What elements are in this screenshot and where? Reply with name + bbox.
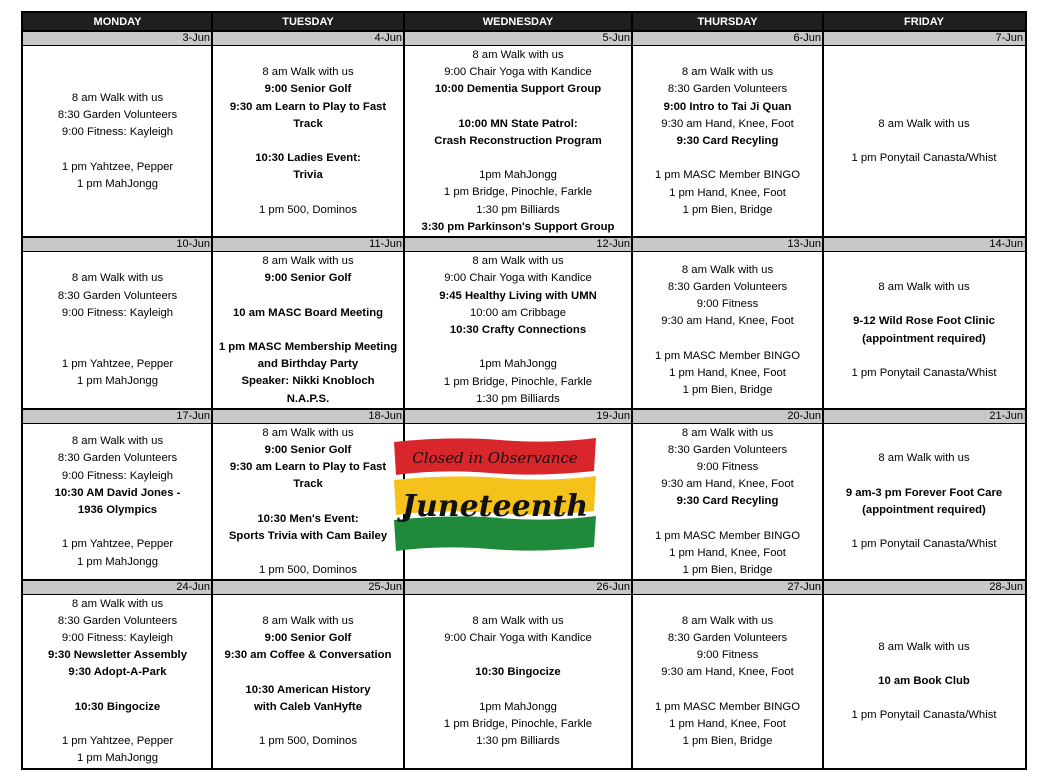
event-item: 1 pm Bridge, Pinochle, Farkle (443, 717, 593, 730)
event-item: 9:00 Senior Golf (264, 272, 352, 285)
event-item: 8:30 Garden Volunteers (667, 280, 788, 293)
event-item: 9:00 Fitness: Kayleigh (61, 126, 174, 139)
column-divider (631, 13, 633, 768)
event-item: 1 pm Hand, Knee, Foot (669, 547, 786, 559)
event-item: 1 pm Bien, Bridge (682, 735, 773, 748)
date-label: 25-Jun (368, 581, 402, 593)
day-cell (632, 595, 823, 768)
date-label: 11-Jun (369, 238, 402, 250)
day-cell (823, 424, 1025, 580)
event-item: 9:30 am Hand, Knee, Foot (661, 666, 794, 679)
june-calendar (21, 11, 1027, 770)
day-cell (23, 595, 212, 768)
event-item: 1 pm MASC Membership Meeting (218, 341, 398, 354)
date-label: 7-Jun (995, 32, 1023, 44)
event-item: (appointment required) (862, 332, 986, 345)
day-cell (632, 252, 823, 409)
event-item: 10 am Book Club (878, 674, 970, 687)
event-item: 1 pm Yahtzee, Pepper (61, 358, 174, 371)
event-item: 9:00 Senior Golf (264, 443, 352, 456)
event-item: 8 am Walk with us (71, 91, 164, 104)
day-header-friday: FRIDAY (823, 13, 1025, 31)
event-item: 1 pm Yahtzee, Pepper (61, 538, 174, 551)
date-label: 4-Jun (374, 32, 402, 44)
day-cell (212, 46, 404, 237)
event-item: 9:00 Fitness: Kayleigh (61, 631, 174, 644)
event-item: 8 am Walk with us (472, 614, 564, 627)
event-item: 10:30 Bingocize (74, 700, 161, 713)
event-item: 8 am Walk with us (71, 272, 164, 285)
event-item: 1 pm Hand, Knee, Foot (669, 186, 786, 199)
event-item: 10:30 Men's Event: (257, 512, 359, 525)
event-item: 10:30 Bingocize (475, 666, 561, 679)
day-cell (23, 252, 212, 409)
event-item: 9:00 Fitness (696, 298, 759, 311)
event-item: 8 am Walk with us (262, 614, 354, 627)
event-item: 9:30 am Learn to Play to Fast (229, 100, 387, 113)
event-item: 9:00 Fitness: Kayleigh (61, 469, 174, 482)
event-item: 9 am-3 pm Forever Foot Care (845, 486, 1003, 499)
date-label: 12-Jun (596, 238, 630, 250)
event-item: 9:30 am Learn to Play to Fast (229, 461, 387, 473)
event-item: 1 pm Hand, Knee, Foot (669, 366, 786, 379)
day-cell (212, 252, 404, 409)
event-item: 1:30 pm Billiards (476, 735, 560, 748)
event-item: 8:30 Garden Volunteers (667, 83, 788, 96)
event-item: 1 pm Yahtzee, Pepper (61, 160, 174, 173)
event-item: 9:00 Chair Yoga with Kandice (444, 631, 592, 644)
date-label: 27-Jun (787, 581, 821, 593)
day-cell (23, 46, 212, 237)
event-item: 1 pm MahJongg (76, 555, 158, 568)
event-item: N.A.P.S. (286, 392, 330, 405)
event-item: 8 am Walk with us (262, 66, 354, 79)
event-item: 1pm MahJongg (479, 169, 557, 182)
event-item: 1 pm Yahtzee, Pepper (61, 735, 174, 748)
event-item: 8:30 Garden Volunteers (667, 631, 788, 644)
event-item: and Birthday Party (257, 358, 359, 371)
event-item: 9:30 am Hand, Knee, Foot (661, 478, 794, 491)
event-item: 9-12 Wild Rose Foot Clinic (853, 315, 995, 328)
day-header-tuesday: TUESDAY (212, 13, 404, 31)
event-item: 10:00 MN State Patrol: (458, 117, 578, 130)
day-cell (23, 424, 212, 580)
event-item: Track (293, 478, 323, 491)
date-label: 18-Jun (368, 410, 402, 422)
event-item: 10:30 Ladies Event: (255, 152, 361, 165)
day-header-thursday: THURSDAY (632, 13, 823, 31)
event-item: 8 am Walk with us (262, 255, 354, 268)
date-label: 21-Jun (989, 410, 1023, 422)
day-cell (212, 424, 404, 580)
juneteenth-graphic (390, 430, 600, 555)
date-label: 28-Jun (989, 581, 1023, 593)
event-item: 9:30 Newsletter Assembly (48, 649, 187, 662)
column-divider (822, 13, 824, 768)
day-cell (404, 46, 632, 237)
juneteenth-script-text: Juneteenth (401, 489, 589, 524)
day-cell (632, 46, 823, 237)
event-item: 1 pm MahJongg (76, 375, 158, 388)
event-item: 1 pm Ponytail Canasta/Whist (851, 366, 997, 379)
event-item: 1 pm Bien, Bridge (682, 384, 773, 397)
event-item: 1 pm Bien, Bridge (682, 203, 773, 216)
event-item: 9:00 Fitness (696, 649, 759, 662)
event-item: 9:00 Intro to Tai Ji Quan (663, 100, 792, 113)
event-item: 1 pm Bridge, Pinochle, Farkle (443, 186, 593, 199)
event-item: 10:30 AM David Jones - (54, 486, 181, 499)
column-divider (403, 13, 405, 768)
date-label: 3-Jun (182, 32, 210, 44)
event-item: 1 pm MASC Member BINGO (654, 349, 800, 362)
day-cell (632, 424, 823, 580)
day-header-monday: MONDAY (23, 13, 212, 31)
event-item: 8 am Walk with us (681, 614, 774, 627)
event-item: with Caleb VanHyfte (254, 700, 362, 713)
event-item: 9:30 am Coffee & Conversation (224, 649, 392, 662)
day-cell (823, 252, 1025, 409)
event-item: 9:00 Senior Golf (264, 83, 352, 96)
event-item: (appointment required) (862, 504, 986, 516)
event-item: 1:30 pm Billiards (476, 203, 560, 216)
event-item: 9:30 am Hand, Knee, Foot (661, 315, 794, 328)
event-item: 9:00 Fitness (696, 461, 759, 473)
event-item: 8:30 Garden Volunteers (57, 614, 178, 627)
event-item: 9:30 Card Recyling (676, 495, 779, 508)
event-item: 8:30 Garden Volunteers (667, 443, 788, 456)
event-item: 8 am Walk with us (878, 117, 970, 130)
date-label: 26-Jun (596, 581, 630, 593)
event-item: 1 pm MahJongg (76, 752, 158, 765)
event-item: 8 am Walk with us (71, 597, 164, 610)
event-item: 1 pm 500, Dominos (259, 564, 357, 577)
event-item: 1 pm Bien, Bridge (682, 564, 773, 577)
date-label: 10-Jun (176, 238, 210, 250)
event-item: 8:30 Garden Volunteers (57, 452, 178, 465)
event-item: Crash Reconstruction Program (434, 134, 602, 147)
event-item: 1 pm MASC Member BINGO (654, 169, 800, 182)
event-item: 8 am Walk with us (878, 280, 970, 293)
event-item: 9:00 Senior Golf (264, 631, 352, 644)
date-label: 20-Jun (787, 410, 821, 422)
event-item: 3:30 pm Parkinson's Support Group (421, 220, 615, 233)
event-item: 10:00 Dementia Support Group (434, 83, 602, 96)
event-item: 9:45 Healthy Living with UMN (439, 289, 597, 302)
event-item: 8 am Walk with us (472, 48, 564, 61)
event-item: 1 pm Bridge, Pinochle, Farkle (443, 375, 593, 388)
event-item: 8 am Walk with us (878, 452, 970, 465)
date-label: 13-Jun (787, 238, 821, 250)
day-cell (212, 595, 404, 768)
date-label: 14-Jun (989, 238, 1023, 250)
event-item: 9:30 Card Recyling (676, 134, 779, 147)
event-item: 9:00 Fitness: Kayleigh (61, 306, 174, 319)
date-label: 5-Jun (602, 32, 630, 44)
event-item: 9:30 am Hand, Knee, Foot (661, 117, 794, 130)
event-item: 8 am Walk with us (472, 255, 564, 268)
event-item: 10:30 American History (245, 683, 371, 696)
date-label: 19-Jun (596, 410, 630, 422)
event-item: 8:30 Garden Volunteers (57, 289, 178, 302)
event-item: 1 pm 500, Dominos (259, 735, 357, 748)
event-item: 8 am Walk with us (681, 426, 774, 439)
event-item: 9:00 Chair Yoga with Kandice (444, 272, 592, 285)
event-item: 8 am Walk with us (71, 435, 164, 448)
event-item: 1 pm MASC Member BINGO (654, 700, 800, 713)
date-label: 24-Jun (176, 581, 210, 593)
event-item: 8 am Walk with us (681, 263, 774, 276)
event-item: 1pm MahJongg (479, 358, 557, 371)
event-item: 1 pm MASC Member BINGO (654, 529, 800, 542)
event-item: 8 am Walk with us (681, 66, 774, 79)
event-item: 1936 Olympics (77, 504, 158, 516)
day-cell (823, 595, 1025, 768)
event-item: 8 am Walk with us (262, 426, 354, 439)
day-cell (404, 252, 632, 409)
column-divider (211, 13, 213, 768)
event-item: 1 pm 500, Dominos (259, 203, 357, 216)
event-item: 1:30 pm Billiards (476, 392, 560, 405)
event-item: 1 pm MahJongg (76, 177, 158, 190)
event-item: Sports Trivia with Cam Bailey (228, 529, 388, 542)
day-cell (823, 46, 1025, 237)
event-item: 1pm MahJongg (479, 700, 557, 713)
day-header-wednesday: WEDNESDAY (404, 13, 632, 31)
event-item: 1 pm Ponytail Canasta/Whist (851, 538, 997, 551)
event-item: 1 pm Ponytail Canasta/Whist (851, 709, 997, 722)
event-item: 8:30 Garden Volunteers (57, 109, 178, 122)
event-item: 10 am MASC Board Meeting (232, 306, 384, 319)
event-item: 9:30 Adopt-A-Park (68, 666, 167, 679)
event-item: 1 pm Hand, Knee, Foot (669, 717, 786, 730)
event-item: Trivia (293, 169, 323, 182)
event-item: 8 am Walk with us (878, 640, 970, 653)
event-item: Speaker: Nikki Knobloch (241, 375, 375, 388)
event-item: 9:00 Chair Yoga with Kandice (444, 66, 592, 79)
closed-in-observance-text: Closed in Observance (412, 449, 578, 467)
event-item: 10:00 am Cribbage (469, 306, 567, 319)
event-item: 10:30 Crafty Connections (449, 323, 587, 336)
date-label: 17-Jun (176, 410, 210, 422)
event-item: 1 pm Ponytail Canasta/Whist (851, 152, 997, 165)
day-cell (404, 595, 632, 768)
date-label: 6-Jun (793, 32, 821, 44)
event-item: Track (293, 117, 323, 130)
